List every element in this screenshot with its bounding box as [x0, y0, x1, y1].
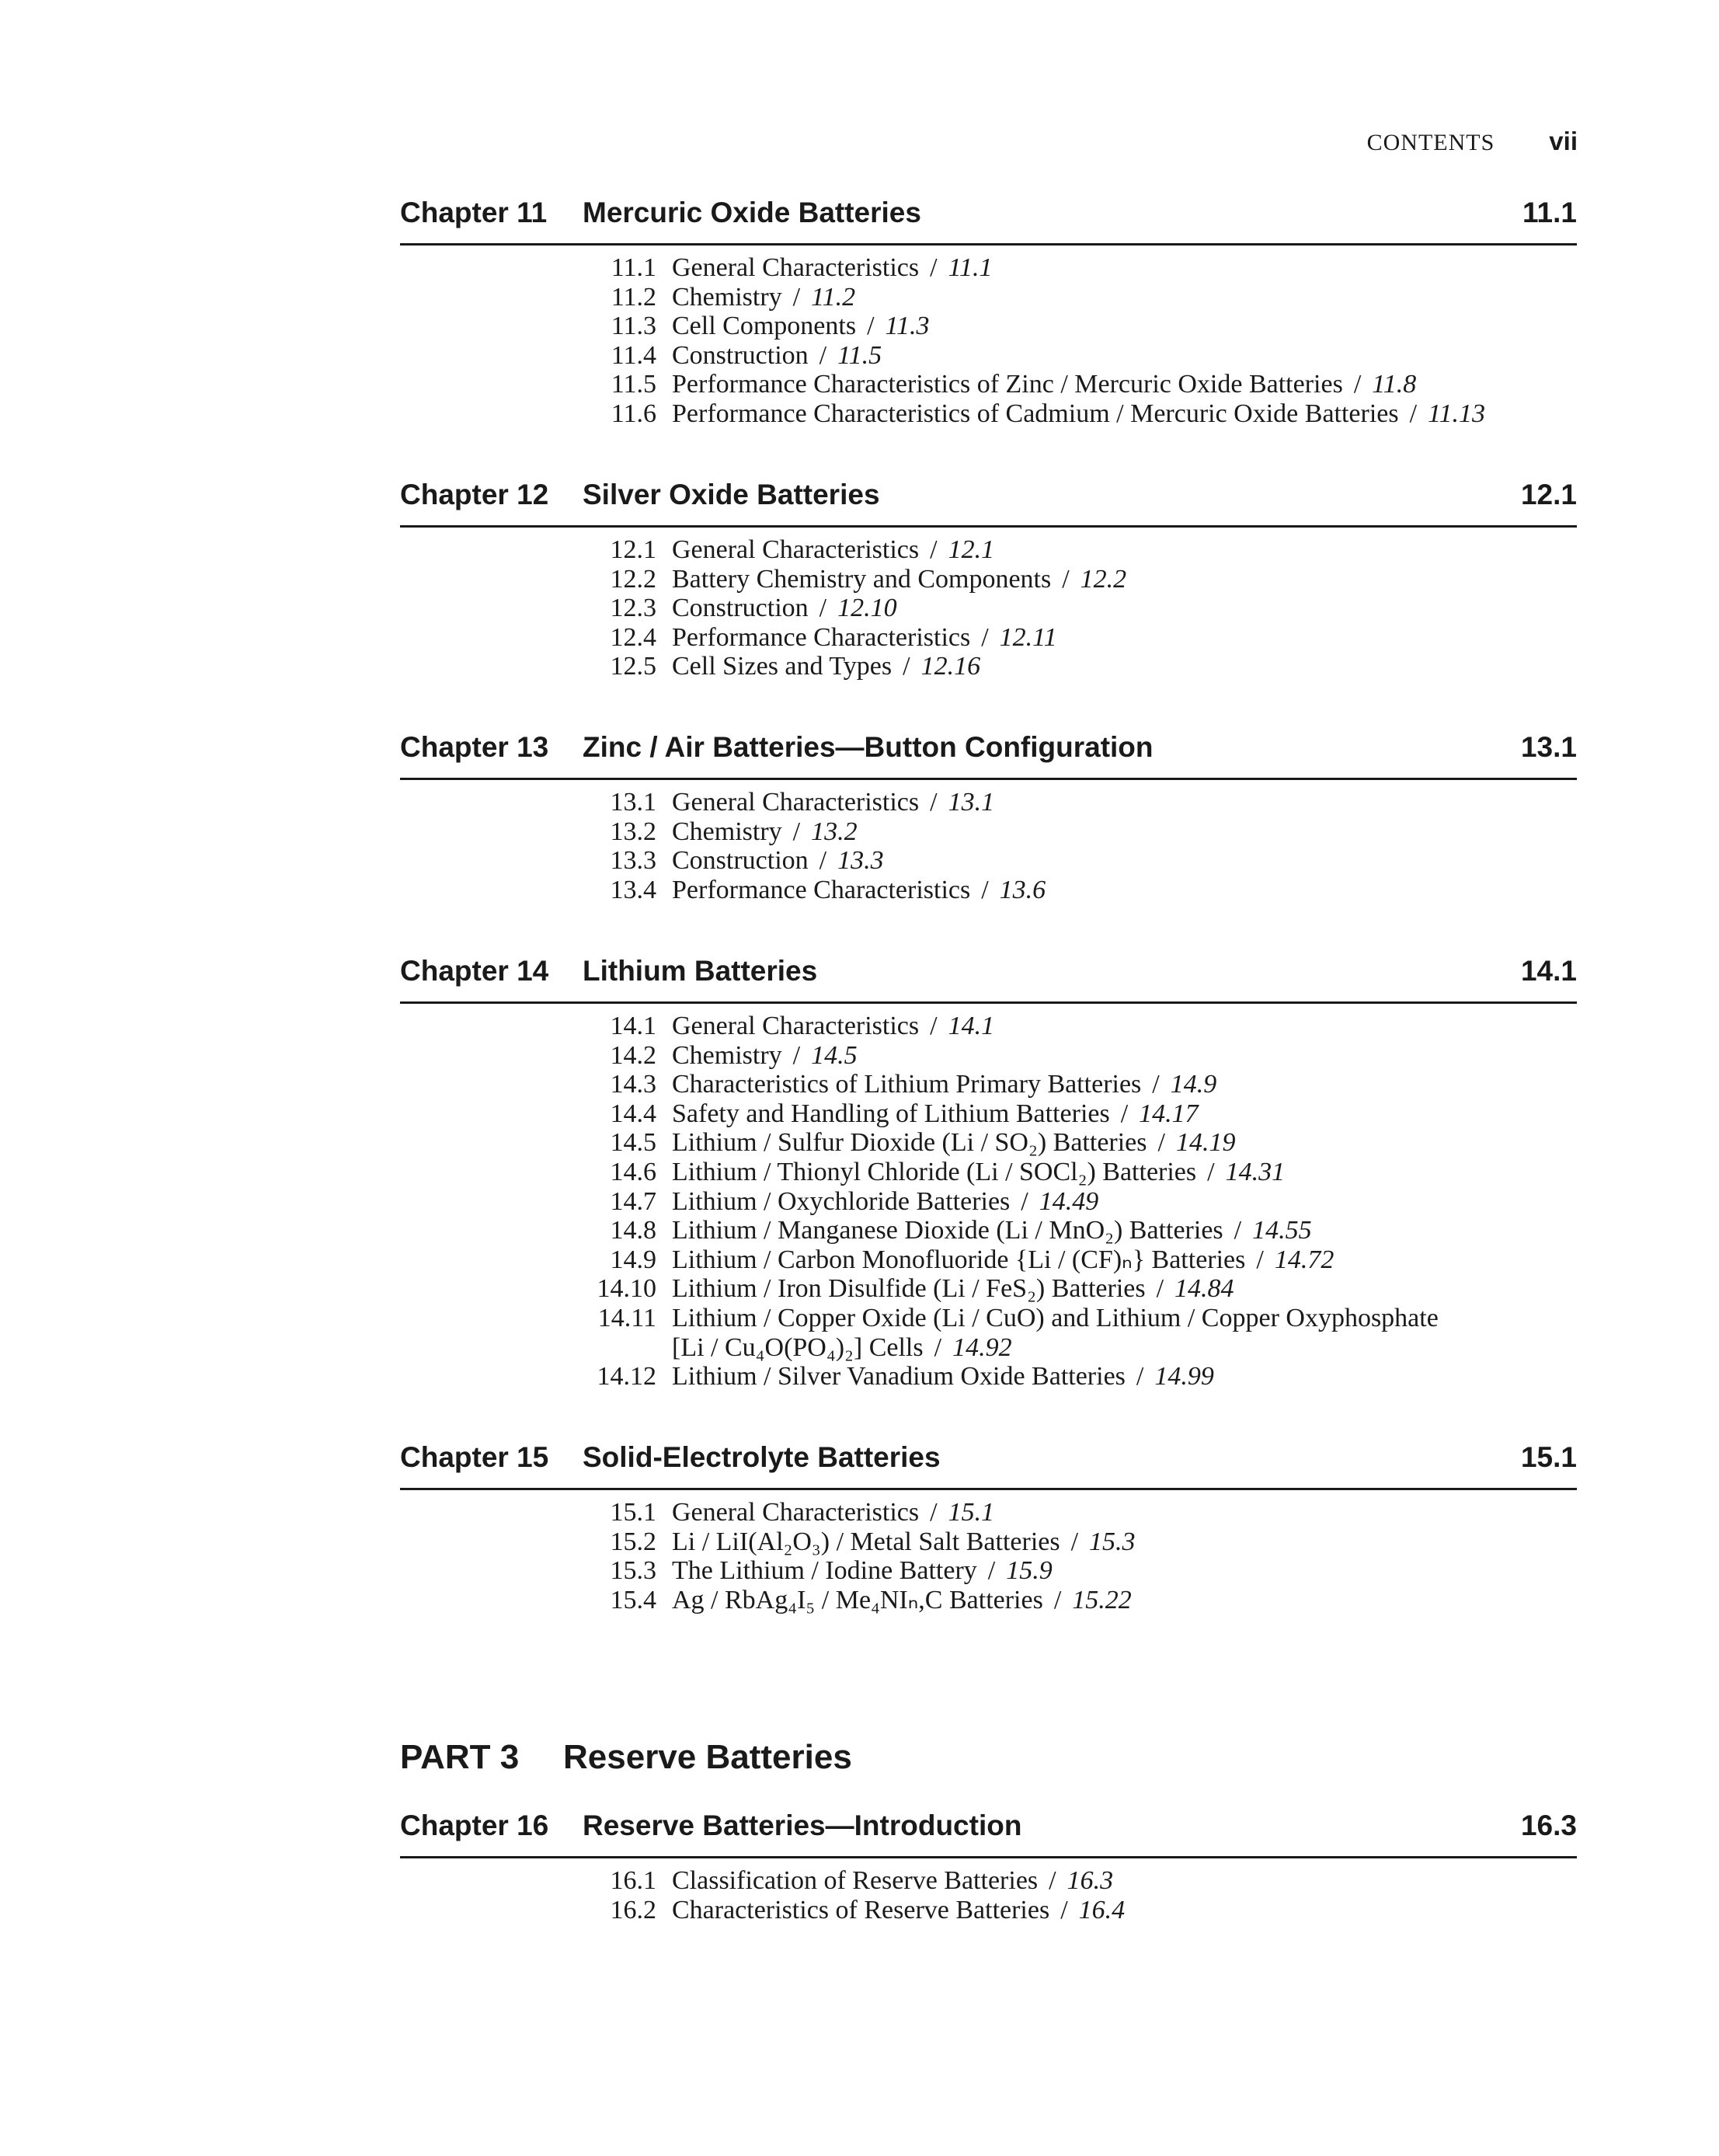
section-title: Performance Characteristics of Zinc / Mercuric Oxide Batteries: [672, 370, 1343, 399]
section-title: Lithium / Oxychloride Batteries: [672, 1186, 1011, 1216]
section-number: 11.2: [611, 282, 656, 312]
section-page: 14.84: [1174, 1274, 1234, 1304]
chapter-title: Mercuric Oxide Batteries: [583, 197, 921, 228]
section-number: 14.2: [610, 1040, 656, 1070]
section-number: 12.3: [610, 594, 656, 623]
chapter-heading[interactable]: [400, 952, 1577, 1004]
chapter-title: Lithium Batteries: [583, 955, 818, 987]
chapter-page: 12.1: [1520, 479, 1577, 510]
section-page: 11.5: [837, 340, 882, 370]
section-title: Characteristics of Reserve Batteries: [672, 1895, 1050, 1924]
separator: /: [792, 282, 801, 312]
separator: /: [792, 1040, 801, 1070]
section-entry[interactable]: [400, 535, 1577, 565]
section-page: 14.49: [1039, 1186, 1099, 1216]
section-entry[interactable]: [400, 283, 1577, 312]
section-title: Characteristics of Lithium Primary Batteries: [672, 1070, 1142, 1099]
section-title: Lithium / Manganese Dioxide (Li / MnO₂) Batteries: [672, 1216, 1223, 1245]
section-title: Chemistry: [672, 817, 782, 846]
section-number: 14.9: [610, 1245, 656, 1274]
section-page: 11.13: [1428, 399, 1486, 428]
separator: /: [930, 788, 938, 817]
section-number: 16.1: [610, 1866, 656, 1895]
separator: /: [1156, 1274, 1164, 1304]
section-title: Cell Sizes and Types: [672, 652, 893, 681]
section-entry[interactable]: [400, 565, 1577, 594]
section-page: 12.10: [837, 594, 897, 623]
section-page: 16.3: [1067, 1866, 1114, 1895]
section-entry[interactable]: [400, 1527, 1577, 1557]
section-entry[interactable]: [400, 1586, 1577, 1615]
section-list: [400, 535, 1577, 681]
section-page: 15.3: [1089, 1527, 1136, 1556]
section-entry[interactable]: [400, 1556, 1577, 1586]
section-number: 11.6: [611, 399, 656, 428]
section-page: 14.5: [811, 1040, 858, 1070]
section-entry[interactable]: [400, 1498, 1577, 1527]
section-entry[interactable]: [400, 1216, 1577, 1245]
section-entry-continuation[interactable]: [400, 1333, 1577, 1363]
section-entry[interactable]: [400, 1041, 1577, 1071]
section-entry[interactable]: [400, 876, 1577, 905]
section-page: 14.19: [1175, 1128, 1236, 1158]
section-entry[interactable]: [400, 1362, 1577, 1391]
section-page: 11.1: [948, 253, 993, 282]
part-label: PART 3: [400, 1738, 520, 1776]
chapter-block-13: [400, 728, 1577, 904]
chapter-page: 11.1: [1522, 197, 1577, 228]
chapter-label: Chapter 13: [400, 731, 549, 763]
section-number: 12.1: [610, 535, 656, 564]
section-title: General Characteristics: [672, 1498, 920, 1527]
separator: /: [903, 652, 910, 681]
section-title: Chemistry: [672, 1040, 782, 1070]
section-title: Lithium / Copper Oxide (Li / CuO) and Lithium / Copper Oxyphosphate: [672, 1303, 1439, 1332]
section-page: 15.1: [948, 1498, 995, 1527]
chapter-label: Chapter 16: [400, 1809, 549, 1841]
section-list: [400, 253, 1577, 429]
separator: /: [819, 340, 827, 370]
section-list: [400, 1866, 1577, 1924]
chapter-heading[interactable]: [400, 193, 1577, 246]
section-number: 12.5: [610, 652, 656, 681]
separator: /: [934, 1332, 942, 1362]
section-title: Safety and Handling of Lithium Batteries: [672, 1099, 1110, 1128]
chapter-label: Chapter 12: [400, 479, 549, 510]
section-title: Battery Chemistry and Components: [672, 564, 1052, 594]
section-entry[interactable]: [400, 399, 1577, 429]
section-title: Ag / RbAg₄I₅ / Me₄NIₙ,C Batteries: [672, 1585, 1043, 1614]
section-page: 14.1: [948, 1012, 995, 1040]
section-number: 14.12: [597, 1362, 656, 1391]
section-entry[interactable]: [400, 253, 1577, 283]
section-number: 14.11: [597, 1303, 656, 1332]
separator: /: [1021, 1186, 1028, 1216]
section-page: 14.9: [1170, 1070, 1217, 1099]
section-number: 11.3: [611, 312, 656, 341]
section-number: 16.2: [610, 1895, 656, 1924]
section-page: 14.99: [1154, 1362, 1214, 1391]
section-page: 12.2: [1080, 564, 1127, 594]
section-page: 13.2: [811, 817, 858, 846]
chapter-page: 16.3: [1520, 1809, 1577, 1841]
section-entry[interactable]: [400, 341, 1577, 371]
section-list: [400, 1012, 1577, 1391]
running-head: [1367, 127, 1578, 156]
chapter-block-12: [400, 475, 1577, 681]
chapter-title: Reserve Batteries—Introduction: [583, 1809, 1022, 1841]
chapter-block-11: [400, 193, 1577, 429]
section-entry[interactable]: [400, 1128, 1577, 1158]
section-entry[interactable]: [400, 312, 1577, 341]
chapter-heading[interactable]: [400, 1438, 1577, 1490]
section-entry[interactable]: [400, 623, 1577, 653]
section-page: 13.3: [837, 846, 884, 876]
section-title: Construction: [672, 846, 809, 876]
section-page: 15.9: [1006, 1556, 1053, 1586]
running-head-label: CONTENTS: [1366, 130, 1495, 155]
section-number: 12.4: [610, 622, 656, 652]
section-list: [400, 1498, 1577, 1614]
separator: /: [1207, 1157, 1215, 1186]
section-page: 15.22: [1072, 1585, 1132, 1614]
chapter-label: Chapter 14: [400, 955, 549, 987]
separator: /: [1409, 399, 1418, 428]
chapter-label: Chapter 11: [400, 197, 548, 228]
section-page: 14.31: [1225, 1157, 1286, 1186]
separator: /: [981, 875, 989, 904]
section-title: Cell Components: [672, 312, 857, 341]
chapter-heading[interactable]: [400, 475, 1577, 528]
running-head-page-number: vii: [1549, 127, 1578, 155]
section-title: Lithium / Iron Disulfide (Li / FeS₂) Batteries: [672, 1274, 1146, 1304]
section-page: 12.16: [920, 652, 981, 681]
section-entry[interactable]: [400, 1245, 1577, 1275]
separator: /: [867, 312, 875, 341]
chapter-title: Silver Oxide Batteries: [583, 479, 880, 510]
section-page: 14.92: [952, 1332, 1012, 1362]
separator: /: [1053, 1585, 1062, 1614]
separator: /: [981, 622, 989, 652]
section-title: Performance Characteristics of Cadmium / Mercuric Oxide Batteries: [672, 399, 1399, 428]
section-number: 14.5: [610, 1128, 656, 1158]
section-title: General Characteristics: [672, 253, 920, 282]
separator: /: [1120, 1099, 1129, 1128]
section-title: General Characteristics: [672, 1012, 920, 1040]
section-number: 14.6: [610, 1157, 656, 1186]
section-page: 13.6: [999, 875, 1046, 904]
section-page: 11.3: [885, 312, 930, 341]
separator: /: [1152, 1070, 1160, 1099]
section-entry[interactable]: [400, 1896, 1577, 1925]
section-number: 11.4: [611, 340, 656, 370]
section-title: Construction: [672, 594, 809, 623]
section-page: 14.72: [1274, 1245, 1334, 1274]
separator: /: [1353, 370, 1362, 399]
section-number: 14.7: [610, 1186, 656, 1216]
section-entry[interactable]: [400, 1304, 1577, 1333]
section-entry[interactable]: [400, 594, 1577, 623]
section-title: Chemistry: [672, 282, 782, 312]
section-entry[interactable]: [400, 1099, 1577, 1129]
separator: /: [930, 1498, 938, 1527]
section-title: Performance Characteristics: [672, 622, 971, 652]
part-heading: [400, 1738, 852, 1777]
section-page: 14.17: [1139, 1099, 1199, 1128]
section-page: 12.1: [948, 535, 995, 564]
separator: /: [1070, 1527, 1079, 1556]
section-entry[interactable]: [400, 846, 1577, 876]
section-title: Lithium / Silver Vanadium Oxide Batteries: [672, 1362, 1126, 1391]
separator: /: [930, 253, 938, 282]
section-number: 15.1: [610, 1498, 656, 1527]
section-page: 12.11: [999, 622, 1057, 652]
chapter-page: 14.1: [1520, 955, 1577, 987]
section-title: The Lithium / Iodine Battery: [672, 1556, 977, 1586]
chapter-label: Chapter 15: [400, 1441, 549, 1473]
section-number: 15.3: [610, 1556, 656, 1586]
section-title: Lithium / Carbon Monofluoride {Li / (CF)ₙ} Batteries: [672, 1245, 1246, 1274]
section-list: [400, 788, 1577, 904]
separator: /: [930, 535, 938, 564]
separator: /: [987, 1556, 996, 1586]
separator: /: [930, 1012, 938, 1040]
section-title: Lithium / Sulfur Dioxide (Li / SO₂) Batteries: [672, 1128, 1147, 1158]
section-entry[interactable]: [400, 652, 1577, 681]
chapter-block-14: [400, 952, 1577, 1391]
section-title: Construction: [672, 340, 809, 370]
separator: /: [1062, 564, 1070, 594]
separator: /: [1256, 1245, 1264, 1274]
section-number: 12.2: [610, 564, 656, 594]
separator: /: [1049, 1866, 1056, 1895]
section-title: General Characteristics: [672, 535, 920, 564]
section-number: 15.2: [610, 1527, 656, 1556]
section-entry[interactable]: [400, 1012, 1577, 1041]
section-title: [Li / Cu₄O(PO₄)₂] Cells: [672, 1332, 924, 1362]
separator: /: [1136, 1362, 1144, 1391]
section-number: 14.3: [610, 1070, 656, 1099]
separator: /: [819, 594, 827, 623]
section-entry[interactable]: [400, 788, 1577, 817]
section-title: Lithium / Thionyl Chloride (Li / SOCl₂) Batteries: [672, 1157, 1197, 1186]
section-number: 15.4: [610, 1585, 656, 1614]
chapter-block-16: [400, 1806, 1577, 1924]
separator: /: [1234, 1216, 1242, 1245]
section-number: 14.10: [597, 1274, 656, 1304]
separator: /: [1060, 1895, 1068, 1924]
section-number: 13.3: [610, 846, 656, 876]
section-entry[interactable]: [400, 1070, 1577, 1099]
section-title: General Characteristics: [672, 788, 920, 817]
section-number: 14.1: [610, 1012, 656, 1040]
section-entry[interactable]: [400, 370, 1577, 399]
chapter-heading[interactable]: [400, 728, 1577, 780]
separator: /: [819, 846, 827, 876]
section-number: 13.1: [610, 788, 656, 817]
section-page: 13.1: [948, 788, 995, 817]
chapter-title: Solid-Electrolyte Batteries: [583, 1441, 941, 1473]
section-page: 11.2: [811, 282, 856, 312]
section-number: 11.5: [611, 370, 656, 399]
section-page: 14.55: [1252, 1216, 1312, 1245]
section-page: 11.8: [1372, 370, 1417, 399]
chapter-page: 13.1: [1520, 731, 1577, 763]
section-number: 13.4: [610, 875, 656, 904]
section-entry[interactable]: [400, 1158, 1577, 1187]
separator: /: [792, 817, 801, 846]
section-title: Classification of Reserve Batteries: [672, 1866, 1039, 1895]
section-entry[interactable]: [400, 817, 1577, 847]
section-entry[interactable]: [400, 1866, 1577, 1896]
chapter-title: Zinc / Air Batteries—Button Configuration: [583, 731, 1154, 763]
chapter-heading[interactable]: [400, 1806, 1577, 1858]
section-title: Li / LiI(Al₂O₃) / Metal Salt Batteries: [672, 1527, 1060, 1556]
section-number: 14.4: [610, 1099, 656, 1128]
section-entry[interactable]: [400, 1274, 1577, 1304]
separator: /: [1157, 1128, 1165, 1158]
section-title: Performance Characteristics: [672, 875, 971, 904]
chapter-page: 15.1: [1520, 1441, 1577, 1473]
section-page: 16.4: [1078, 1895, 1126, 1924]
chapter-block-15: [400, 1438, 1577, 1614]
section-number: 11.1: [611, 253, 656, 282]
section-number: 14.8: [610, 1216, 656, 1245]
section-number: 13.2: [610, 817, 656, 846]
section-entry[interactable]: [400, 1187, 1577, 1217]
part-title: Reserve Batteries: [563, 1738, 852, 1776]
